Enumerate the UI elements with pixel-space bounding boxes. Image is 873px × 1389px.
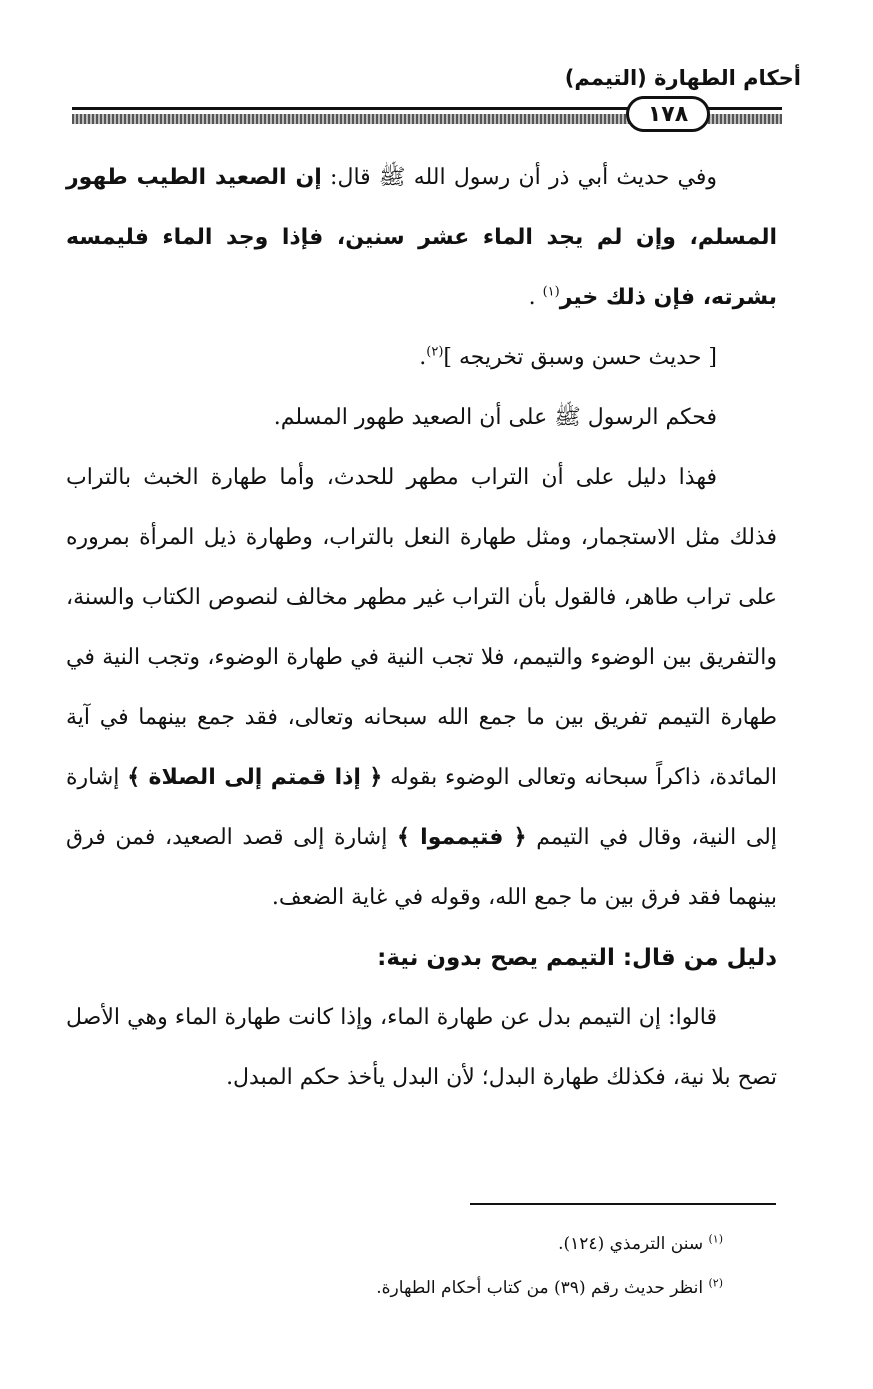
- evidence-text-b: إشارة إلى النية، وقال في التيمم: [66, 765, 777, 850]
- footnote-text: انظر حديث رقم (٣٩) من كتاب أحكام الطهارة.: [376, 1278, 704, 1298]
- grading-text: [ حديث حسن وسبق تخريجه ]: [443, 345, 717, 370]
- evidence-text-c: إشارة إلى قصد الصعيد، فمن فرق بينهما فقد فرق بين ما جمع الله، وقوله في غاية الضعف.: [66, 825, 777, 910]
- paragraph-hadith: [66, 148, 777, 328]
- running-header-title: أحكام الطهارة (التيمم): [564, 66, 801, 90]
- paragraph-argument: قالوا: إن التيمم بدل عن طهارة الماء، وإذا كانت طهارة الماء وهي الأصل تصح بلا نية، فكذلك طهارة البدل؛ لأن البدل يأخذ حكم المبدل.: [66, 1005, 777, 1090]
- section-heading: دليل من قال: التيمم يصح بدون نية:: [377, 945, 777, 971]
- evidence-text-a: فهذا دليل على أن التراب مطهر للحدث، وأما طهارة الخبث بالتراب فذلك مثل الاستجمار، ومثل طهارة النعل بالتراب، وطهارة ذيل المرأة بمروره على تراب طاهر، فالقول بأن التراب غير مطهر مخالف لنصوص الكتاب والسنة، والتفريق بين الوضوء والتيمم، فلا تجب النية في طهارة الوضوء، وتجب النية في طهارة التيمم تفريق بين ما جمع الله سبحانه وتعالى، فقد جمع بينهما في آية المائدة، ذاكراً سبحانه وتعالى الوضوء بقوله: [66, 465, 777, 790]
- hadith-text: إن الصعيد الطيب طهور المسلم، وإن لم يجد الماء عشر سنين، فإذا وجد الماء فليمسه بشرته، فإن ذلك خير: [66, 165, 777, 310]
- page-number: ١٧٨: [626, 96, 710, 132]
- paragraph-grading: [66, 328, 777, 388]
- footnote-2: [223, 1266, 723, 1310]
- footnote-ref-1: (١): [542, 284, 560, 300]
- quran-quote-2: ﴿ فتيمموا ﴾: [396, 825, 527, 850]
- footnote-1: [223, 1222, 723, 1266]
- grading-end: .: [419, 345, 427, 370]
- footnote-ref-2: (٢): [426, 344, 444, 360]
- hadith-intro: وفي حديث أبي ذر أن رسول الله ﷺ قال:: [321, 165, 718, 190]
- footnote-text: سنن الترمذي (١٢٤).: [558, 1234, 704, 1254]
- quran-quote-1: ﴿ إذا قمتم إلى الصلاة ﴾: [127, 765, 383, 790]
- footnote-number: (٢): [708, 1276, 723, 1290]
- hadith-end: .: [528, 285, 543, 310]
- footnote-number: (١): [708, 1232, 723, 1246]
- footnote-separator: [470, 1203, 776, 1205]
- body-text: [66, 148, 777, 1108]
- paragraph-evidence: [66, 448, 777, 928]
- footnotes: [223, 1222, 723, 1310]
- paragraph-ruling: فحكم الرسول ﷺ على أن الصعيد طهور المسلم.: [273, 405, 717, 430]
